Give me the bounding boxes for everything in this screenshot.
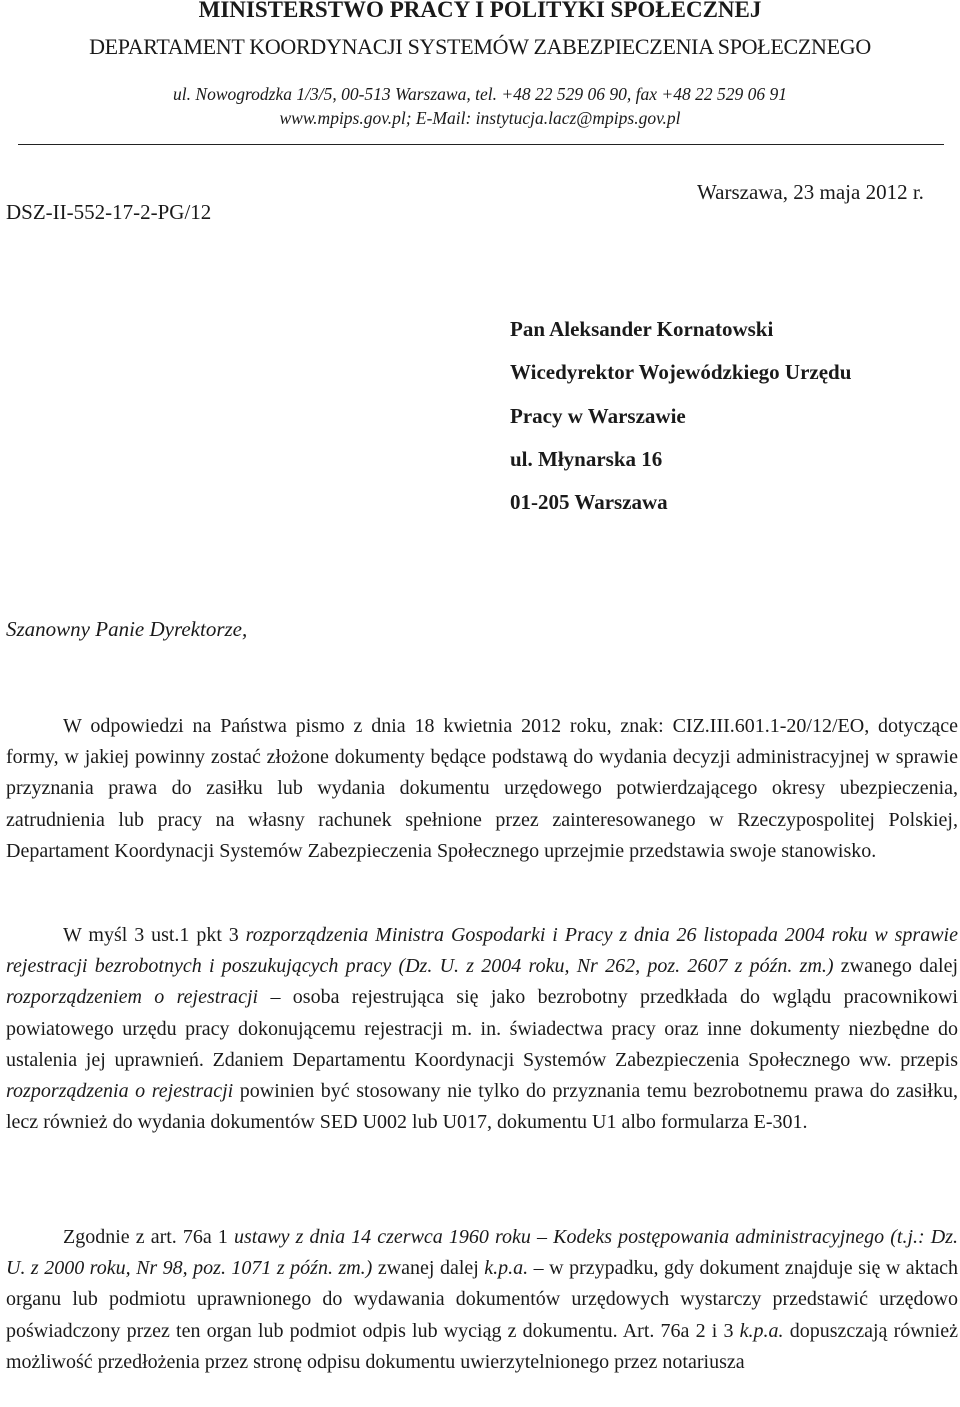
reference-number: DSZ-II-552-17-2-PG/12 xyxy=(6,200,212,224)
p3-kpa-short: k.p.a. xyxy=(739,1319,784,1342)
ministry-name: MINISTERSTWO PRACY I POLITYKI SPOŁECZNEJ xyxy=(198,0,762,22)
p2-regulation-short: rozporządzeniem o rejestracji xyxy=(6,986,259,1009)
addressee-title: Wicedyrektor Wojewódzkiego Urzędu xyxy=(510,360,852,384)
department-name: DEPARTAMENT KOORDYNACJI SYSTEMÓW ZABEZPIECZENIA SPOŁECZNEGO xyxy=(89,34,871,59)
p3-act-citation: ustawy z dnia 14 czerwca 1960 roku – Kodeks postępowania administracyjnego (t.j.: Dz. U. z 2000 roku, Nr 98, poz. 1071 z późn. zm.) xyxy=(6,1226,959,1280)
addressee-office: Pracy w Warszawie xyxy=(510,404,686,428)
addressee-street: ul. Młynarska 16 xyxy=(510,447,663,471)
p3-text: zwanej dalej xyxy=(372,1257,485,1280)
p2-text: W myśl 3 ust.1 pkt 3 xyxy=(63,924,246,946)
ministry-web-email: www.mpips.gov.pl; E-Mail: instytucja.lacz@mpips.gov.pl xyxy=(279,108,681,128)
paragraph-2 xyxy=(6,920,958,1138)
letter-date: Warszawa, 23 maja 2012 r. xyxy=(697,180,924,204)
p2-text: powinien być stosowany nie tylko do przyznania temu bezrobotnemu prawa do zasiłku, lecz również do wydania dokumentów SED U002 lub U017, dokumentu U1 albo formularza E-301. xyxy=(6,1080,958,1134)
p3-text: Zgodnie z art. 76a 1 xyxy=(63,1226,234,1248)
ministry-address: ul. Nowogrodzka 1/3/5, 00-513 Warszawa, tel. +48 22 529 06 90, fax +48 22 529 06 91 xyxy=(173,84,787,104)
p2-text: – osoba rejestrująca się jako bezrobotny przedkłada do wglądu pracownikowi powiatowego urzędu pracy dokonującemu rejestracji m. in. świadectwa pracy oraz inne dokumenty niezbędne do ustalenia jej uprawnień. Zdaniem Departamentu Koordynacji Systemów Zabezpieczenia Społecznego ww. przepis xyxy=(6,986,958,1071)
paragraph-1-text: W odpowiedzi na Państwa pismo z dnia 18 kwietnia 2012 roku, znak: CIZ.III.601.1-20/12/EO, dotyczące formy, w jakiej powinny zostać złożone dokumenty będące podstawą do wydania decyzji administracyjnej w sprawie przyznania prawa do zasiłku lub wydania dokumentu urzędowego potwierdzającego okresy ubezpieczenia, zatrudnienia lub pracy na własny rachunek spełnione przez zainteresowanego w Rzeczypospolitej Polskiej, Departament Koordynacji Systemów Zabezpieczenia Społecznego uprzejmie przedstawia swoje stanowisko. xyxy=(6,715,958,862)
p2-regulation-citation: rozporządzenia Ministra Gospodarki i Pracy z dnia 26 listopada 2004 roku w sprawie rejestracji bezrobotnych i poszukujących pracy (Dz. U. z 2004 roku, Nr 262, poz. 2607 z późn. zm.) xyxy=(6,924,958,978)
paragraph-1 xyxy=(6,711,958,867)
header-divider xyxy=(18,144,944,145)
addressee-city: 01-205 Warszawa xyxy=(510,490,668,514)
p2-regulation-short: rozporządzenia o rejestracji xyxy=(6,1080,234,1103)
p3-text: dopuszczają również możliwość przedłożenia przez stronę odpisu dokumentu uwierzytelnionego przez notariusza xyxy=(6,1319,958,1373)
addressee-name: Pan Aleksander Kornatowski xyxy=(510,317,774,341)
paragraph-3 xyxy=(6,1222,958,1378)
salutation: Szanowny Panie Dyrektorze, xyxy=(6,617,248,641)
p3-kpa-short: k.p.a. xyxy=(484,1257,529,1280)
p2-text: zwanego dalej xyxy=(833,955,958,978)
p3-text: – w przypadku, gdy dokument znajduje się w aktach organu lub podmiotu uprawnionego do wydawania dokumentów urzędowych wystarczy przedstawić urzędowo poświadczony przez ten organ lub podmiot odpis lub wyciąg z dokumentu. Art. 76a 2 i 3 xyxy=(6,1257,958,1342)
